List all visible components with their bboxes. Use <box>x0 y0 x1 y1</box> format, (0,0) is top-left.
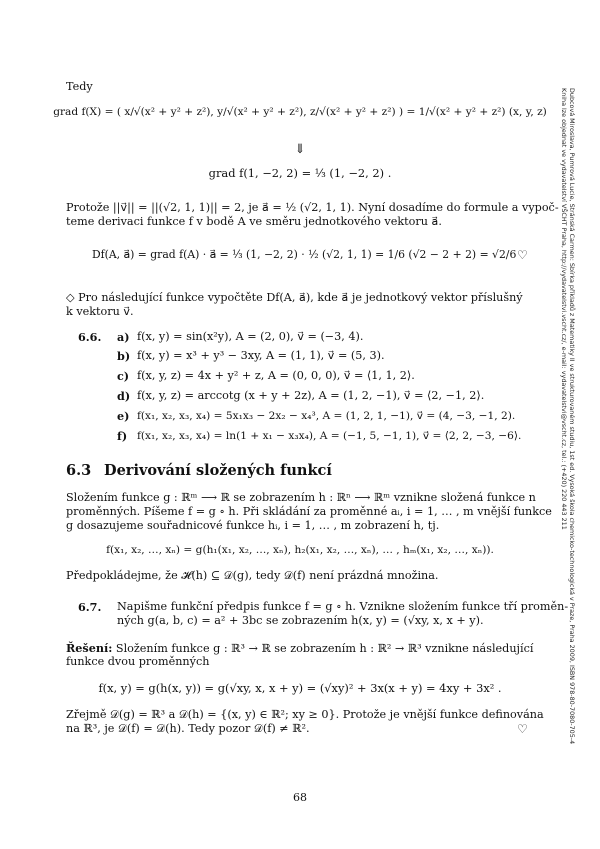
directional-derivative-formula: Df(A, a⃗) = grad f(A) · a⃗ = ⅓ (1, −2, 2) · ½ (√2, 1, 1) = 1/6 (√2 − 2 + 2) = √2/6 <box>92 248 517 261</box>
gradient-at-point-formula: grad f(1, −2, 2) = ⅓ (1, −2, 2) . <box>208 166 392 180</box>
side-note-line-1: Dubcová Miroslava, Pumrová Lucie, Stránská Carmen: Sbírka příkladů z Matematiky II ve strukturovaném studiu, 1st ed. Vysoká škola chemicko-technologická v Praze, Praha 2009, ISBN 978-80-7080-705-4 <box>568 88 576 745</box>
exercise-intro-line-2: k vektoru v⃗. <box>66 305 134 318</box>
exercise-item-d-label: d) <box>117 389 131 403</box>
exercise-item-d: f(x, y, z) = arccotg (x + y + 2z), A = (1, 2, −1), v⃗ = ⟨2, −1, 2⟩. <box>137 389 485 402</box>
solution-line-2: funkce dvou proměnných <box>66 655 210 668</box>
gradient-general-formula: grad f(X) = ( x/√(x² + y² + z²), y/√(x² + y² + z²), z/√(x² + y² + z²) ) = 1/√(x² + y² + z²) (x, y, z) <box>53 106 547 118</box>
exercise-6-7-line-1: Napišme funkční předpis funkce f = g ∘ h. Vznikne složením funkce tří proměn- <box>117 600 569 613</box>
section-title: Derivování složených funkcí <box>104 462 332 479</box>
end-of-solution-heart-icon: ♡ <box>517 722 528 736</box>
composite-definition-formula: f(x₁, x₂, …, xₙ) = g(h₁(x₁, x₂, …, xₙ), h₂(x₁, x₂, …, xₙ), … , hₘ(x₁, x₂, …, xₙ)). <box>106 544 494 556</box>
domain-assumption-paragraph: Předpokládejme, že 𝓗(h) ⊆ 𝒟(g), tedy 𝒟(f) není prázdná množina. <box>66 569 439 582</box>
composition-paragraph-line-2: proměnných. Píšeme f = g ∘ h. Při skládání za proměnné aᵢ, i = 1, … , m vnější funkce <box>66 505 552 518</box>
domain-paragraph-line-2: na ℝ³, je 𝒟(f) = 𝒟(h). Tedy pozor 𝒟(f) ≠ ℝ². <box>66 722 310 735</box>
exercise-6-6-number: 6.6. <box>78 330 102 344</box>
solution-text: Složením funkce g : ℝ³ → ℝ se zobrazením h : ℝ² → ℝ³ vznikne následující <box>112 642 534 655</box>
composition-paragraph-line-3: g dosazujeme souřadnicové funkce hᵢ, i = 1, … , m zobrazení h, tj. <box>66 519 440 532</box>
exercise-item-b-label: b) <box>117 349 131 363</box>
exercise-item-a: f(x, y) = sin(x²y), A = (2, 0), v⃗ = (−3, 4). <box>137 330 364 343</box>
composition-paragraph-line-1: Složením funkce g : ℝᵐ ⟶ ℝ se zobrazením h : ℝⁿ ⟶ ℝᵐ vznikne složená funkce n <box>66 491 536 504</box>
side-copyright-note <box>560 88 576 808</box>
domain-paragraph-line-1: Zřejmě 𝒟(g) = ℝ³ a 𝒟(h) = {(x, y) ∈ ℝ²; xy ≥ 0}. Protože je vnější funkce definována <box>66 708 544 721</box>
exercise-item-f-label: f) <box>117 429 128 443</box>
exercise-intro-line-1: ◇ Pro následující funkce vypočtěte Df(A, a⃗), kde a⃗ je jednotkový vektor příslušný <box>66 291 523 304</box>
exercise-item-c-label: c) <box>117 369 130 383</box>
solution-formula: f(x, y) = g(h(x, y)) = g(√xy, x, x + y) = (√xy)² + 3x(x + y) = 4xy + 3x² . <box>98 681 502 695</box>
paragraph-norm-line-1: Protože ||v⃗|| = ||(√2, 1, 1)|| = 2, je a⃗ = ½ (√2, 1, 1). Nyní dosadíme do formule a vypoč- <box>66 201 559 214</box>
end-of-example-heart-icon: ♡ <box>517 248 528 262</box>
page-number: 68 <box>293 791 307 804</box>
exercise-item-e: f(x₁, x₂, x₃, x₄) = 5x₁x₃ − 2x₂ − x₄³, A = (1, 2, 1, −1), v⃗ = (4, −3, −1, 2). <box>137 410 516 422</box>
intro-word: Tedy <box>66 80 93 93</box>
solution-label: Řešení: <box>66 641 113 655</box>
side-note-line-2: Kniha lze objednat ve vydavatelství VŠCHT Praha, http://vydavatelstvi.vscht.cz/, e-mail: vydavatelstvi@vscht.cz, tel.: (+420) 220 443 211 <box>560 88 568 530</box>
exercise-6-7-number: 6.7. <box>78 600 102 614</box>
section-number: 6.3 <box>66 462 92 479</box>
implies-arrow: ⇓ <box>294 142 306 157</box>
exercise-item-e-label: e) <box>117 409 130 423</box>
exercise-item-a-label: a) <box>117 330 130 344</box>
exercise-item-b: f(x, y) = x³ + y³ − 3xy, A = (1, 1), v⃗ = (5, 3). <box>137 349 385 362</box>
exercise-6-7-line-2: ných g(a, b, c) = a² + 3bc se zobrazením h(x, y) = (√xy, x, x + y). <box>117 614 484 627</box>
exercise-item-c: f(x, y, z) = 4x + y² + z, A = (0, 0, 0), v⃗ = ⟨1, 1, 2⟩. <box>137 369 415 382</box>
solution-line-1 <box>66 641 533 656</box>
exercise-item-f: f(x₁, x₂, x₃, x₄) = ln(1 + x₁ − x₃x₄), A = (−1, 5, −1, 1), v⃗ = ⟨2, 2, −3, −6⟩. <box>137 430 522 442</box>
paragraph-norm-line-2: teme derivaci funkce f v bodě A ve směru jednotkového vektoru a⃗. <box>66 215 442 228</box>
